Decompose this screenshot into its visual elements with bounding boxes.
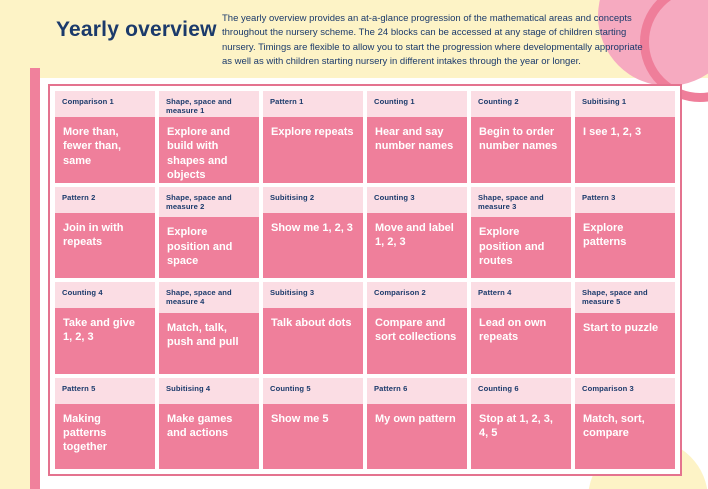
- cell-label: Shape, space and measure 1: [159, 91, 259, 117]
- cell-title: Explore position and space: [159, 217, 259, 278]
- grid-cell[interactable]: [365, 185, 469, 281]
- cell-title: Join in with repeats: [55, 213, 155, 279]
- cell-title: Match, sort, compare: [575, 404, 675, 470]
- cell-title: More than, fewer than, same: [55, 117, 155, 183]
- cell-title: My own pattern: [367, 404, 467, 470]
- grid-cell[interactable]: [469, 376, 573, 472]
- grid-cell[interactable]: [573, 185, 677, 281]
- cell-title: Start to puzzle: [575, 313, 675, 374]
- grid-cell[interactable]: [573, 89, 677, 185]
- decorative-pink-bar: [30, 68, 40, 489]
- grid-cell[interactable]: [365, 280, 469, 376]
- grid-cell[interactable]: [53, 280, 157, 376]
- cell-title: Explore repeats: [263, 117, 363, 183]
- grid-cell[interactable]: [573, 376, 677, 472]
- grid-cell[interactable]: [573, 280, 677, 376]
- cell-title: Make games and actions: [159, 404, 259, 470]
- cell-label: Pattern 2: [55, 187, 155, 213]
- cell-title: Take and give 1, 2, 3: [55, 308, 155, 374]
- cell-title: Move and label 1, 2, 3: [367, 213, 467, 279]
- grid-cell[interactable]: [365, 89, 469, 185]
- cell-label: Subitising 4: [159, 378, 259, 404]
- cell-title: Show me 5: [263, 404, 363, 470]
- cell-title: Making patterns together: [55, 404, 155, 470]
- cell-title: Hear and say number names: [367, 117, 467, 183]
- cell-label: Subitising 1: [575, 91, 675, 117]
- cell-label: Pattern 4: [471, 282, 571, 308]
- grid-cell[interactable]: [469, 185, 573, 281]
- overview-grid: [53, 89, 677, 471]
- cell-title: Explore and build with shapes and objects: [159, 117, 259, 185]
- cell-label: Counting 2: [471, 91, 571, 117]
- cell-label: Shape, space and measure 2: [159, 187, 259, 218]
- overview-grid-frame: [48, 84, 682, 476]
- cell-label: Pattern 3: [575, 187, 675, 213]
- page-description: The yearly overview provides an at-a-glance progression of the mathematical areas and concepts throughout the nursery scheme. The 24 blocks can be accessed at any stage of children starting nursery. Timings are flexible to allow you to start the progression where developmentally appropriate as well as with children starting nursery in different intakes through the year or longer.: [222, 13, 643, 67]
- grid-cell[interactable]: [365, 376, 469, 472]
- cell-label: Shape, space and measure 5: [575, 282, 675, 313]
- cell-label: Pattern 6: [367, 378, 467, 404]
- cell-label: Counting 3: [367, 187, 467, 213]
- cell-label: Comparison 1: [55, 91, 155, 117]
- cell-title: Begin to order number names: [471, 117, 571, 183]
- cell-label: Counting 1: [367, 91, 467, 117]
- cell-title: Compare and sort collections: [367, 308, 467, 374]
- page-title: Yearly overview: [56, 18, 217, 41]
- cell-label: Counting 6: [471, 378, 571, 404]
- grid-cell[interactable]: [157, 280, 261, 376]
- cell-label: Subitising 2: [263, 187, 363, 213]
- cell-title: Explore position and routes: [471, 217, 571, 278]
- cell-label: Pattern 1: [263, 91, 363, 117]
- grid-cell[interactable]: [53, 376, 157, 472]
- cell-title: I see 1, 2, 3: [575, 117, 675, 183]
- grid-cell[interactable]: [157, 89, 261, 185]
- cell-label: Counting 4: [55, 282, 155, 308]
- cell-title: Match, talk, push and pull: [159, 313, 259, 374]
- grid-cell[interactable]: [261, 185, 365, 281]
- cell-label: Subitising 3: [263, 282, 363, 308]
- cell-label: Comparison 3: [575, 378, 675, 404]
- grid-cell[interactable]: [53, 185, 157, 281]
- cell-title: Show me 1, 2, 3: [263, 213, 363, 279]
- cell-label: Shape, space and measure 3: [471, 187, 571, 218]
- cell-title: Talk about dots: [263, 308, 363, 374]
- cell-title: Stop at 1, 2, 3, 4, 5: [471, 404, 571, 470]
- grid-cell[interactable]: [261, 280, 365, 376]
- grid-cell[interactable]: [53, 89, 157, 185]
- cell-label: Counting 5: [263, 378, 363, 404]
- cell-title: Explore patterns: [575, 213, 675, 279]
- cell-title: Lead on own repeats: [471, 308, 571, 374]
- grid-cell[interactable]: [261, 376, 365, 472]
- grid-cell[interactable]: [469, 280, 573, 376]
- grid-cell[interactable]: [469, 89, 573, 185]
- grid-cell[interactable]: [261, 89, 365, 185]
- grid-cell[interactable]: [157, 376, 261, 472]
- cell-label: Shape, space and measure 4: [159, 282, 259, 313]
- cell-label: Pattern 5: [55, 378, 155, 404]
- grid-cell[interactable]: [157, 185, 261, 281]
- cell-label: Comparison 2: [367, 282, 467, 308]
